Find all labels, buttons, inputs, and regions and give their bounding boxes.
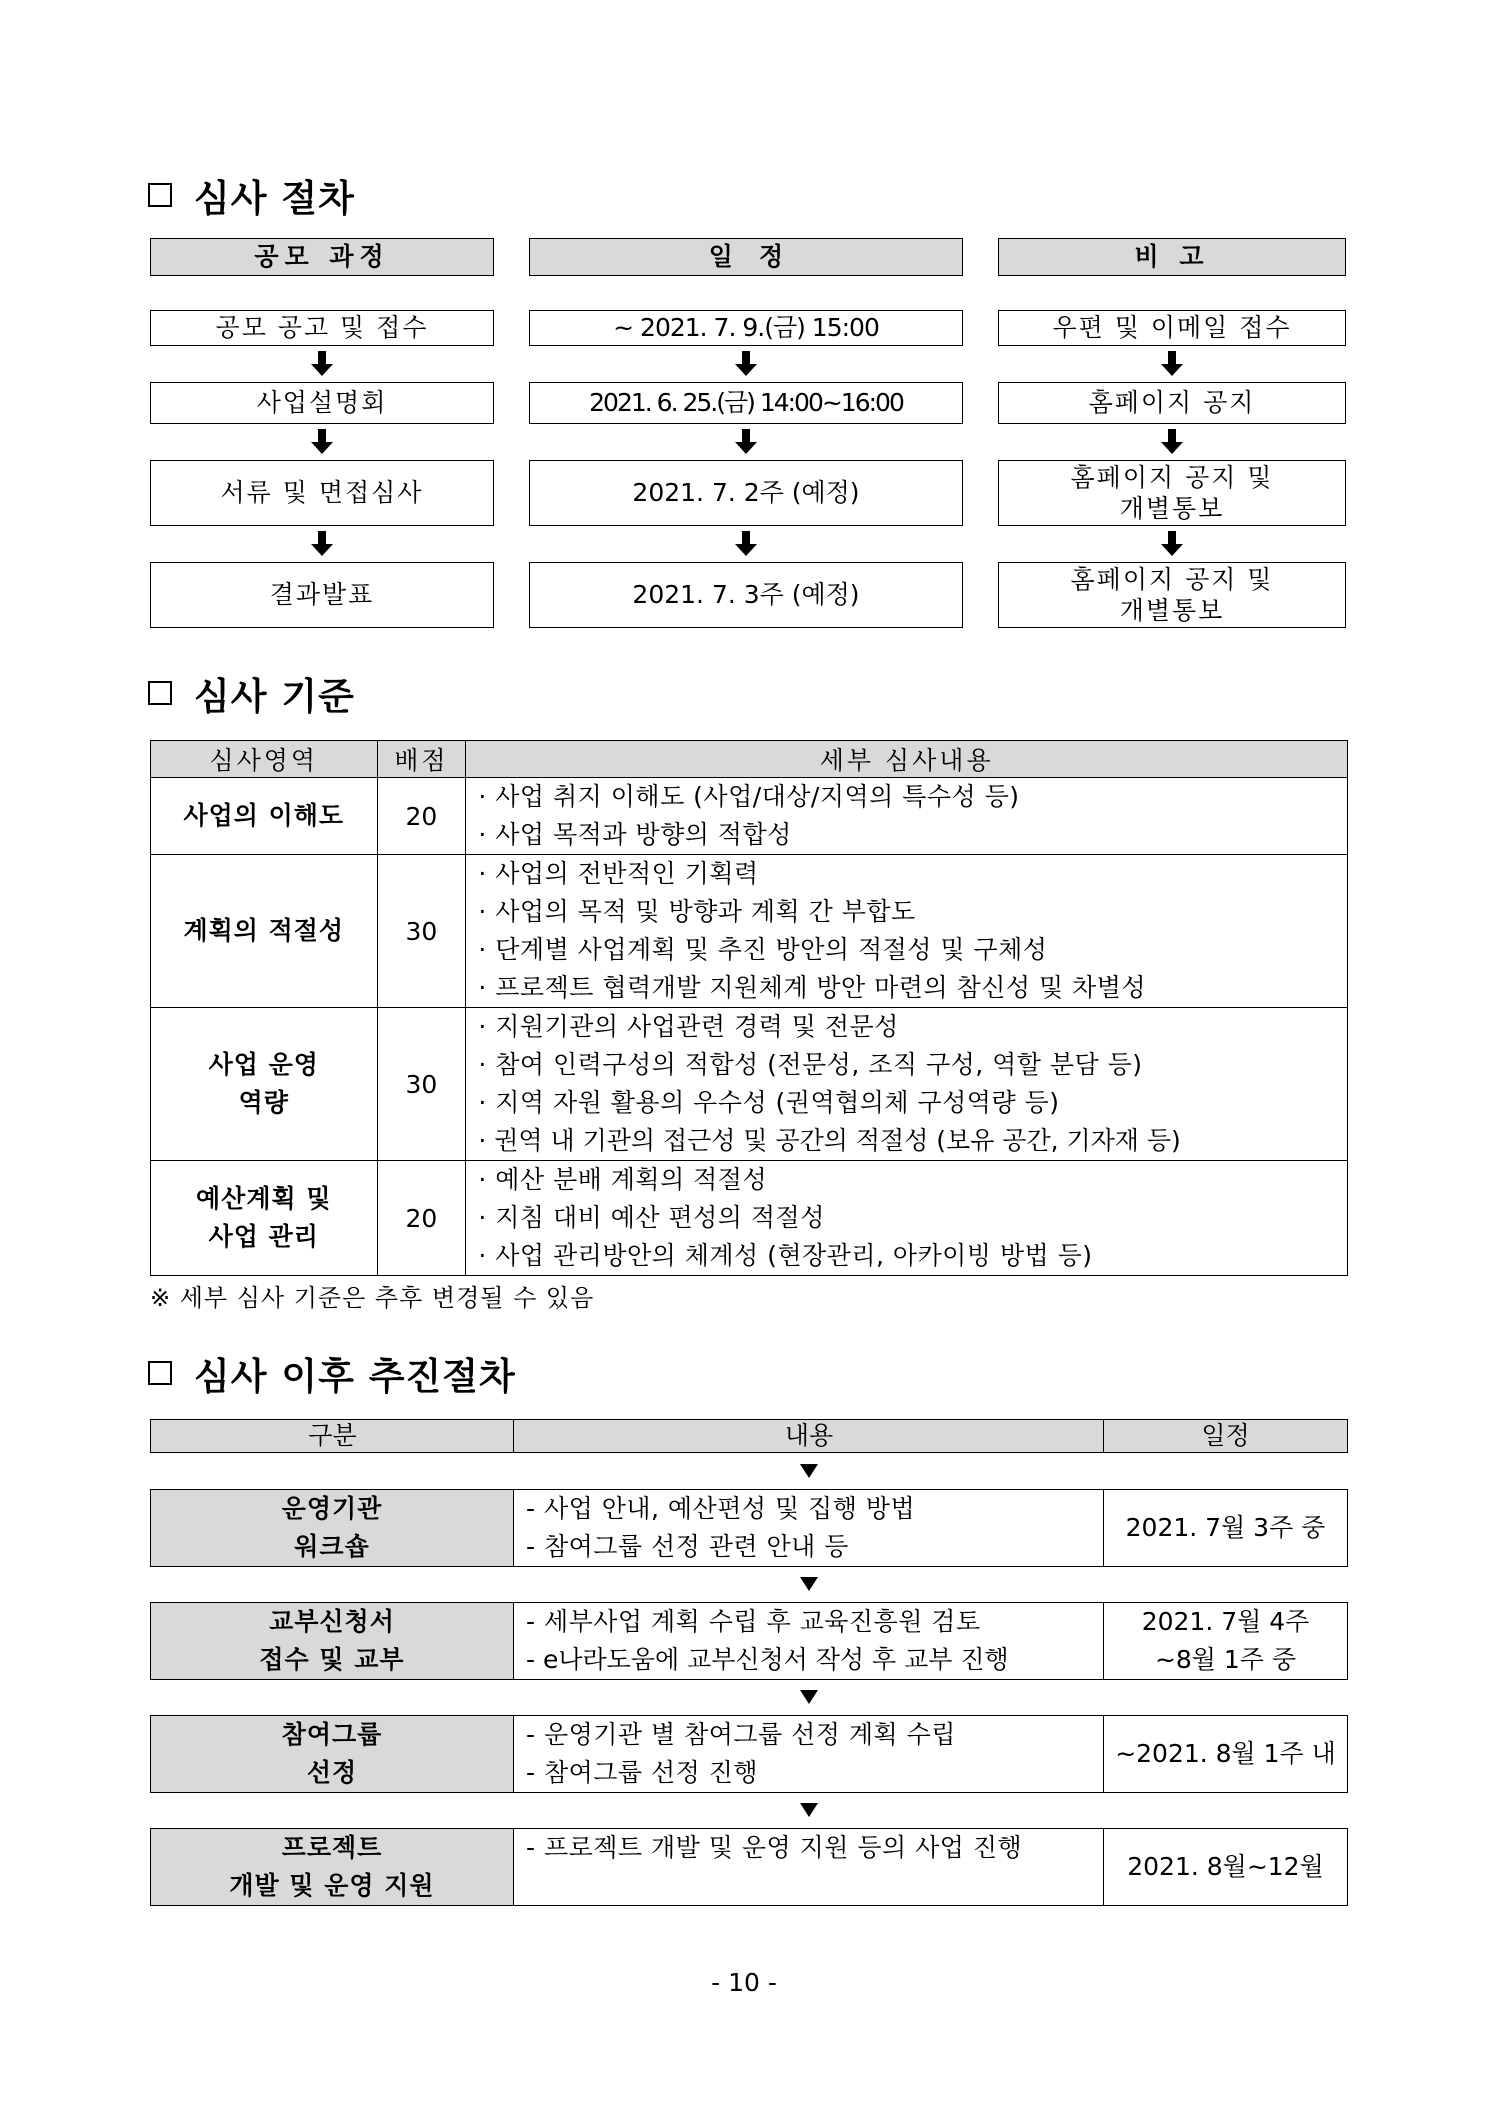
criteria-item: · 참여 인력구성의 적합성 (전문성, 조직 구성, 역할 분담 등) [478, 1050, 1143, 1079]
criteria-item: · 지침 대비 예산 편성의 적절성 [478, 1203, 825, 1232]
criteria-header-row [151, 741, 1348, 778]
flow-header-schedule: 일 정 [529, 238, 963, 276]
process-schedule: ~2021. 8월 1주 내 [1115, 1739, 1336, 1768]
process-content [514, 1603, 1103, 1679]
flow-step-4-schedule: 2021. 7. 3주 (예정) [529, 562, 963, 628]
process-category: 참여그룹 선정 [151, 1716, 513, 1792]
table-row [151, 1008, 1348, 1161]
criteria-score: 30 [377, 855, 466, 1008]
flow-step-2-schedule: 2021. 6. 25.(금) 14:00~16:00 [529, 382, 963, 424]
criteria-item: · 권역 내 기관의 접근성 및 공간의 적절성 (보유 공간, 기자재 등) [478, 1126, 1181, 1155]
table-row [151, 778, 1348, 855]
process-header-schedule: 일정 [1104, 1420, 1347, 1452]
criteria-item: · 예산 분배 계획의 적절성 [478, 1165, 768, 1194]
criteria-area: 계획의 적절성 [151, 855, 378, 1008]
criteria-table [150, 740, 1348, 1276]
down-triangle-icon [800, 1690, 818, 1704]
process-content-line: - 참여그룹 선정 진행 [526, 1758, 759, 1787]
section-title-review-criteria: 심사 기준 [148, 668, 355, 718]
divider [513, 1419, 514, 1453]
criteria-items [466, 1008, 1348, 1161]
process-category: 프로젝트 개발 및 운영 지원 [151, 1829, 513, 1905]
flow-step-1-process: 공모 공고 및 접수 [150, 310, 494, 346]
criteria-score: 20 [377, 778, 466, 855]
criteria-item: · 사업 취지 이해도 (사업/대상/지역의 특수성 등) [478, 782, 1020, 811]
down-triangle-icon [800, 1464, 818, 1478]
process-content [514, 1829, 1103, 1905]
criteria-items [466, 1161, 1348, 1276]
process-content [514, 1716, 1103, 1792]
process-content-line: - 사업 안내, 예산편성 및 집행 방법 [526, 1494, 916, 1523]
criteria-score: 20 [377, 1161, 466, 1276]
section-title-review-procedure: 심사 절차 [148, 170, 355, 220]
criteria-area: 사업 운영 역량 [151, 1008, 378, 1161]
flow-step-2-remarks: 홈페이지 공지 [998, 382, 1346, 424]
criteria-area: 사업의 이해도 [151, 778, 378, 855]
process-schedule: 2021. 7월 3주 중 [1125, 1513, 1326, 1542]
page-number: - 10 - [711, 1968, 777, 1997]
flow-step-2-process: 사업설명회 [150, 382, 494, 424]
down-triangle-icon [800, 1577, 818, 1591]
criteria-header-area: 심사영역 [151, 741, 378, 778]
criteria-items [466, 855, 1348, 1008]
criteria-note: ※ 세부 심사 기준은 추후 변경될 수 있음 [150, 1284, 595, 1312]
flow-step-3-schedule: 2021. 7. 2주 (예정) [529, 460, 963, 526]
checkbox-square-icon [148, 183, 172, 207]
process-schedule: 2021. 8월~12월 [1127, 1852, 1324, 1881]
flow-step-1-remarks: 우편 및 이메일 접수 [998, 310, 1346, 346]
criteria-item: · 프로젝트 협력개발 지원체계 방안 마련의 참신성 및 차별성 [478, 973, 1146, 1002]
flow-header-process: 공모 과정 [150, 238, 494, 276]
criteria-item: · 단계별 사업계획 및 추진 방안의 적절성 및 구체성 [478, 935, 1048, 964]
process-content-line: - e나라도움에 교부신청서 작성 후 교부 진행 [526, 1645, 1009, 1674]
section-title-post-review-process: 심사 이후 추진절차 [148, 1348, 516, 1398]
flow-step-1-schedule: ~ 2021. 7. 9.(금) 15:00 [529, 310, 963, 346]
process-category: 교부신청서 접수 및 교부 [151, 1603, 513, 1679]
criteria-item: · 지원기관의 사업관련 경력 및 전문성 [478, 1012, 899, 1041]
criteria-header-score: 배점 [377, 741, 466, 778]
checkbox-square-icon [148, 681, 172, 705]
process-category: 운영기관 워크숍 [151, 1490, 513, 1566]
table-row [151, 1161, 1348, 1276]
flow-step-4-remarks: 홈페이지 공지 및 개별통보 [998, 562, 1346, 628]
process-content-line: - 세부사업 계획 수립 후 교육진흥원 검토 [526, 1607, 981, 1636]
criteria-score: 30 [377, 1008, 466, 1161]
process-header-content: 내용 [514, 1420, 1104, 1452]
criteria-item: · 사업의 목적 및 방향과 계획 간 부합도 [478, 897, 916, 926]
flow-header-remarks: 비 고 [998, 238, 1346, 276]
criteria-item: · 사업 관리방안의 체계성 (현장관리, 아카이빙 방법 등) [478, 1241, 1093, 1270]
down-triangle-icon [800, 1803, 818, 1817]
process-schedule: 2021. 7월 4주 ~8월 1주 중 [1141, 1607, 1310, 1674]
process-content-line: - 참여그룹 선정 관련 안내 등 [526, 1532, 849, 1561]
process-header-category: 구분 [151, 1420, 514, 1452]
table-row [151, 855, 1348, 1008]
checkbox-square-icon [148, 1361, 172, 1385]
divider [1103, 1419, 1104, 1453]
criteria-header-details: 세부 심사내용 [466, 741, 1348, 778]
process-content-line: - 운영기관 별 참여그룹 선정 계획 수립 [526, 1720, 956, 1749]
flow-step-3-process: 서류 및 면접심사 [150, 460, 494, 526]
criteria-items [466, 778, 1348, 855]
process-content-line: - 프로젝트 개발 및 운영 지원 등의 사업 진행 [526, 1833, 1023, 1862]
criteria-item: · 지역 자원 활용의 우수성 (권역협의체 구성역량 등) [478, 1088, 1060, 1117]
flow-step-3-remarks: 홈페이지 공지 및 개별통보 [998, 460, 1346, 526]
flow-step-4-process: 결과발표 [150, 562, 494, 628]
criteria-item: · 사업의 전반적인 기획력 [478, 859, 759, 888]
criteria-area: 예산계획 및 사업 관리 [151, 1161, 378, 1276]
criteria-item: · 사업 목적과 방향의 적합성 [478, 820, 792, 849]
process-content [514, 1490, 1103, 1566]
